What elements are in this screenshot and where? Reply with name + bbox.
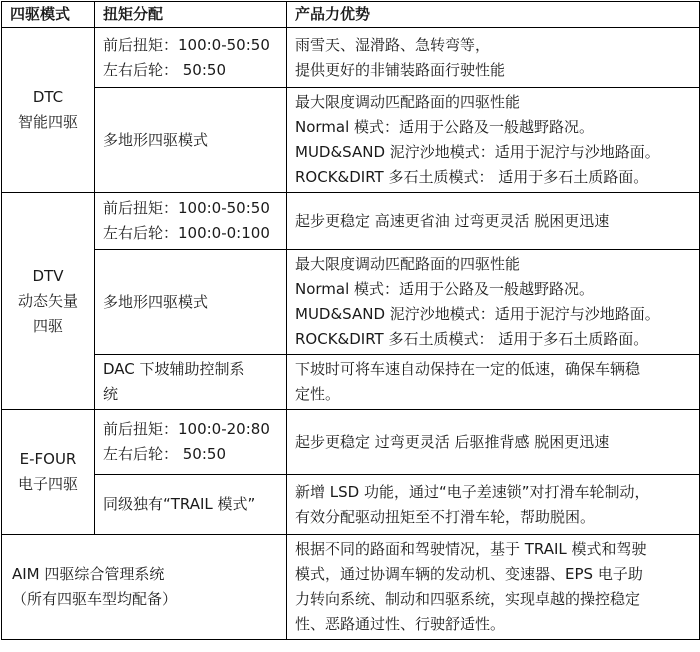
aim-system-note: （所有四驱车型均配备） — [12, 590, 178, 608]
dtv-terrain-advantage-cell — [287, 250, 700, 355]
dtc-mode-cell — [2, 28, 95, 193]
aim-advantage-line-1: 根据不同的路面和驾驶情况，基于 TRAIL 模式和驾驶 — [295, 540, 647, 558]
header-advantage: 产品力优势 — [287, 2, 700, 28]
dtc-mode-desc: 智能四驱 — [17, 113, 78, 131]
dtv-row-1 — [2, 193, 700, 250]
four-wheel-drive-table — [1, 1, 700, 640]
dtv-advantage-cell: 起步更稳定 高速更省油 过弯更灵活 脱困更迅速 — [287, 193, 700, 250]
header-row — [2, 2, 700, 28]
dtv-torque-front-rear: 前后扭矩：100:0-50:50 — [103, 199, 270, 217]
aim-advantage-line-4: 性、恶路通过性、行驶舒适性。 — [295, 615, 506, 633]
dtc-advantage-cell — [287, 28, 700, 88]
dtv-terrain-line-2: Normal 模式：适用于公路及一般越野路况。 — [295, 280, 595, 298]
dtv-terrain-line-1: 最大限度调动匹配路面的四驱性能 — [295, 255, 521, 273]
header-torque: 扭矩分配 — [95, 2, 287, 28]
dtv-mode-desc-2: 四驱 — [32, 316, 63, 335]
aim-advantage-line-3: 力转向系统、制动和四驱系统，实现卓越的操控稳定 — [295, 590, 641, 608]
dtv-dac-advantage-line-1: 下坡时可将车速自动保持在一定的低速，确保车辆稳 — [295, 360, 641, 378]
dtc-advantage-line-1: 雨雪天、湿滑路、急转弯等， — [295, 35, 491, 54]
efour-torque-front-rear: 前后扭矩：100:0-20:80 — [103, 420, 270, 438]
dtv-terrain-mode-cell: 多地形四驱模式 — [95, 250, 287, 355]
dtv-mode-name: DTV — [32, 266, 64, 285]
dtv-dac-advantage-cell — [287, 355, 700, 410]
dtc-terrain-mode-cell: 多地形四驱模式 — [95, 88, 287, 193]
dtv-mode-cell — [2, 193, 95, 410]
dtc-torque-cell — [95, 28, 287, 88]
dtv-terrain-line-3: MUD&SAND 泥泞沙地模式：适用于泥泞与沙地路面。 — [295, 305, 660, 323]
efour-trail-mode-cell: 同级独有“TRAIL 模式” — [95, 475, 287, 535]
dtc-terrain-line-4: ROCK&DIRT 多石土质模式： 适用于多石土质路面。 — [295, 168, 649, 186]
dtv-dac-advantage-line-2: 定性。 — [295, 385, 341, 403]
dtv-dac-line-2: 统 — [103, 385, 119, 403]
dtv-row-3 — [2, 355, 700, 410]
efour-mode-cell — [2, 410, 95, 535]
efour-torque-cell — [95, 410, 287, 475]
aim-row — [2, 535, 700, 640]
efour-mode-name: E-FOUR — [19, 450, 77, 468]
aim-system-cell — [2, 535, 287, 640]
dtc-advantage-line-2: 提供更好的非铺装路面行驶性能 — [295, 60, 506, 79]
dtv-mode-desc-1: 动态矢量 — [17, 291, 78, 310]
efour-row-1 — [2, 410, 700, 475]
dtc-torque-front-rear: 前后扭矩：100:0-50:50 — [103, 35, 270, 54]
dtc-row-2 — [2, 88, 700, 193]
aim-advantage-cell — [287, 535, 700, 640]
dtc-torque-left-right: 左右后轮： 50:50 — [103, 60, 226, 79]
dtv-dac-cell — [95, 355, 287, 410]
dtv-torque-cell — [95, 193, 287, 250]
dtc-terrain-advantage-cell — [287, 88, 700, 193]
efour-trail-line-1: 新增 LSD 功能，通过“电子差速锁”对打滑车轮制动， — [295, 482, 650, 501]
efour-torque-left-right: 左右后轮： 50:50 — [103, 445, 226, 463]
dtc-terrain-line-2: Normal 模式：适用于公路及一般越野路况。 — [295, 118, 595, 136]
dtv-torque-left-right: 左右后轮：100:0-0:100 — [103, 224, 270, 242]
dtc-row-1 — [2, 28, 700, 88]
dtv-row-2 — [2, 250, 700, 355]
dtc-terrain-line-1: 最大限度调动匹配路面的四驱性能 — [295, 93, 521, 111]
efour-trail-line-2: 有效分配驱动扭矩至不打滑车轮，帮助脱困。 — [295, 507, 596, 526]
dtv-dac-line-1: DAC 下坡辅助控制系 — [103, 360, 245, 378]
header-mode: 四驱模式 — [2, 2, 95, 28]
efour-advantage-cell: 起步更稳定 过弯更灵活 后驱推背感 脱困更迅速 — [287, 410, 700, 475]
efour-row-2 — [2, 475, 700, 535]
dtc-mode-name: DTC — [32, 88, 64, 106]
efour-trail-advantage-cell — [287, 475, 700, 535]
aim-advantage-line-2: 模式，通过协调车辆的发动机、变速器、EPS 电子助 — [295, 565, 643, 583]
aim-system-name: AIM 四驱综合管理系统 — [12, 565, 165, 583]
efour-mode-desc: 电子四驱 — [17, 475, 78, 493]
dtv-terrain-line-4: ROCK&DIRT 多石土质模式： 适用于多石土质路面。 — [295, 330, 649, 348]
dtc-terrain-line-3: MUD&SAND 泥泞沙地模式：适用于泥泞与沙地路面。 — [295, 143, 660, 161]
